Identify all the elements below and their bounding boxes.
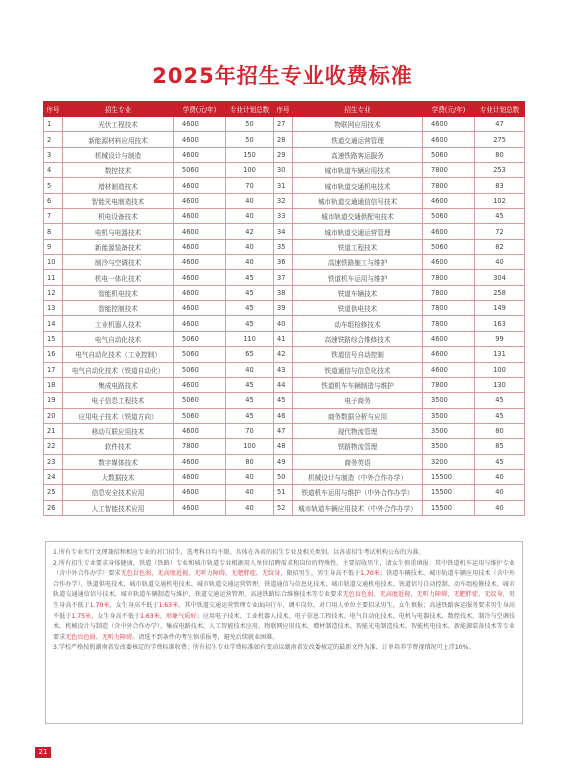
- header-plan: 专业计划总数: [475, 102, 525, 117]
- row-index: 18: [44, 377, 63, 392]
- note-1: 1.所有专业实行文理兼招和相应专业的对口招生，选考科目均不限。具体在各省的招生专业及相关类别，以各省招生考试机构公布的为准。: [53, 549, 425, 556]
- major-name: 软件技术: [63, 439, 174, 454]
- row-index: 2: [44, 132, 63, 147]
- tuition-fee: 5060: [423, 239, 475, 254]
- plan-count: 45: [226, 377, 274, 392]
- row-index: 27: [274, 117, 293, 132]
- major-name: 城市轨道交通运营管理: [293, 224, 423, 239]
- plan-count: 45: [226, 270, 274, 285]
- tuition-fee: 3500: [423, 439, 475, 454]
- tuition-fee: 7800: [423, 301, 475, 316]
- row-index: 24: [44, 469, 63, 484]
- plan-count: 70: [226, 178, 274, 193]
- row-index: 38: [274, 285, 293, 300]
- table-row: [44, 117, 525, 132]
- row-index: 23: [44, 454, 63, 469]
- major-name: 城市轨道交通供配电技术: [293, 209, 423, 224]
- header-index: 序号: [274, 102, 293, 117]
- table-row: [44, 178, 525, 193]
- table-row: [44, 408, 525, 423]
- major-name: 新能源装备技术: [63, 239, 174, 254]
- table-row: [44, 316, 525, 331]
- row-index: 45: [274, 393, 293, 408]
- page-title: 2025年招生专业收费标准: [152, 64, 413, 88]
- table-row: [44, 362, 525, 377]
- table-row: [44, 331, 525, 346]
- plan-count: 45: [226, 316, 274, 331]
- plan-count: 45: [475, 408, 525, 423]
- tuition-fee: 15500: [423, 469, 475, 484]
- plan-count: 80: [475, 147, 525, 162]
- row-index: 30: [274, 163, 293, 178]
- tuition-fee: 4600: [423, 362, 475, 377]
- row-index: 8: [44, 224, 63, 239]
- row-index: 21: [44, 423, 63, 438]
- row-index: 7: [44, 209, 63, 224]
- tuition-fee: 4600: [174, 239, 226, 254]
- plan-count: 150: [226, 147, 274, 162]
- major-name: 铁道机车运用与维护: [293, 270, 423, 285]
- note-text: ；应用电子技术、工业机器人技术、电子信息工程技术、电气自动化技术、电机与电器技术、数控技术、制冷与空调技术、机械设计与制造（含中外合作办学）、集成电路技术、人工智能技术应用、物联网应用技术、增材制造技术、智能光电制造技术、智能机电技术、新能源装备技术等专业要求: [53, 612, 516, 641]
- major-name: 智能控制技术: [63, 301, 174, 316]
- table-header-row: [44, 102, 525, 117]
- tuition-fee: 4600: [174, 270, 226, 285]
- major-name: 新能源材料应用技术: [63, 132, 174, 147]
- tuition-fee: 5060: [174, 347, 226, 362]
- row-index: 48: [274, 439, 293, 454]
- plan-count: 45: [475, 209, 525, 224]
- table-row: [44, 301, 525, 316]
- major-name: 高速铁路客运服务: [293, 147, 423, 162]
- plan-count: 85: [475, 439, 525, 454]
- major-name: 光伏工程技术: [63, 117, 174, 132]
- table-row: [44, 439, 525, 454]
- major-name: 机械设计与制造（中外合作办学）: [293, 469, 423, 484]
- plan-count: 40: [226, 362, 274, 377]
- major-name: 城市轨道车辆应用技术（中外合作办学）: [293, 500, 423, 515]
- table-row: [44, 132, 525, 147]
- major-name: 人工智能技术应用: [63, 500, 174, 515]
- header-tuition: 学费(元/年): [423, 102, 475, 117]
- tuition-fee: 4600: [423, 132, 475, 147]
- row-index: 28: [274, 132, 293, 147]
- major-name: 现代物流管理: [293, 423, 423, 438]
- plan-count: 45: [475, 393, 525, 408]
- note-text: 。请选不到条件的考生慎重报考，避免后续就业困难。: [132, 633, 279, 641]
- table-row: [44, 209, 525, 224]
- plan-count: 40: [226, 255, 274, 270]
- table-row: [44, 347, 525, 362]
- plan-count: 304: [475, 270, 525, 285]
- row-index: 44: [274, 377, 293, 392]
- row-index: 17: [44, 362, 63, 377]
- major-name: 铁道机车运用与维护（中外合作办学）: [293, 485, 423, 500]
- note-2: [53, 559, 515, 644]
- plan-count: 40: [475, 469, 525, 484]
- tuition-fee: 3200: [423, 454, 475, 469]
- major-name: 电气自动化技术（工业控制）: [63, 347, 174, 362]
- note-text: ，限招男生，男生身高不低于: [280, 570, 361, 578]
- row-index: 35: [274, 239, 293, 254]
- plan-count: 40: [475, 500, 525, 515]
- plan-count: 100: [226, 163, 274, 178]
- tuition-fee: 4600: [423, 347, 475, 362]
- tuition-fee: 3500: [423, 393, 475, 408]
- major-name: 电气自动化技术: [63, 331, 174, 346]
- plan-count: 40: [226, 193, 274, 208]
- tuition-fee: 4600: [174, 178, 226, 193]
- row-index: 15: [44, 331, 63, 346]
- plan-count: 42: [226, 224, 274, 239]
- tuition-fee: 5060: [174, 362, 226, 377]
- note-text: 2.所有招生专业要求身体健康，铁道（铁路）专业和城市轨道专业根据用人单位招聘需求和岗位的特殊性，主要招收男生，请女生慎重填报：其中铁道机车运用与维护专业（含中外合作办学）要求: [53, 559, 515, 578]
- tuition-fee: 7800: [423, 377, 475, 392]
- plan-count: 80: [226, 454, 274, 469]
- tuition-fee: 4600: [174, 301, 226, 316]
- major-name: 信息安全技术应用: [63, 485, 174, 500]
- plan-count: 47: [475, 117, 525, 132]
- row-index: 9: [44, 239, 63, 254]
- major-name: 城市轨道交通通信信号技术: [293, 193, 423, 208]
- plan-count: 70: [226, 423, 274, 438]
- tuition-fee: 4600: [174, 377, 226, 392]
- major-name: 机械设计与制造: [63, 147, 174, 162]
- table-row: [44, 393, 525, 408]
- tuition-fee: 4600: [174, 117, 226, 132]
- row-index: 20: [44, 408, 63, 423]
- header-major: 招生专业: [293, 102, 423, 117]
- tuition-fee: 7800: [423, 178, 475, 193]
- row-index: 12: [44, 285, 63, 300]
- tuition-fee: 4600: [174, 209, 226, 224]
- major-name: 铁道通信与信息化技术: [293, 362, 423, 377]
- row-index: 49: [274, 454, 293, 469]
- note-text: 。其中铁道交通运营管理专业面向行车、调车岗位，对口用人单位主要招录男生，女生慎报；高速铁路客运服务要求男生身高不低于: [53, 601, 516, 620]
- row-index: 4: [44, 163, 63, 178]
- plan-count: 40: [226, 209, 274, 224]
- row-index: 37: [274, 270, 293, 285]
- plan-count: 275: [475, 132, 525, 147]
- table-row: [44, 285, 525, 300]
- major-name: 铁道车辆技术: [293, 285, 423, 300]
- tuition-fee: 4600: [174, 285, 226, 300]
- major-name: 铁道供电技术: [293, 301, 423, 316]
- row-index: 3: [44, 147, 63, 162]
- note-highlight: 无色盲色弱、无高度近视、无听力障碍、无肥胖症、无纹身: [342, 591, 503, 599]
- major-name: 铁道工程技术: [293, 239, 423, 254]
- major-name: 应用电子技术（铁道方向）: [63, 408, 174, 423]
- plan-count: 102: [475, 193, 525, 208]
- tuition-fee: 5060: [423, 209, 475, 224]
- row-index: 51: [274, 485, 293, 500]
- header-index: 序号: [44, 102, 63, 117]
- tuition-fee: 4600: [423, 193, 475, 208]
- tuition-fee: 4600: [423, 331, 475, 346]
- row-index: 32: [274, 193, 293, 208]
- tuition-fee: 15500: [423, 485, 475, 500]
- plan-count: 50: [226, 117, 274, 132]
- plan-count: 99: [475, 331, 525, 346]
- row-index: 13: [44, 301, 63, 316]
- table-row: [44, 147, 525, 162]
- plan-count: 65: [226, 347, 274, 362]
- header-major: 招生专业: [63, 102, 174, 117]
- plan-count: 149: [475, 301, 525, 316]
- tuition-fee: 4600: [174, 485, 226, 500]
- table-row: [44, 500, 525, 515]
- plan-count: 100: [475, 362, 525, 377]
- tuition-fee: 7800: [423, 316, 475, 331]
- plan-count: 40: [226, 485, 274, 500]
- major-name: 机电一体化技术: [63, 270, 174, 285]
- tuition-fee: 7800: [423, 270, 475, 285]
- row-index: 6: [44, 193, 63, 208]
- row-index: 31: [274, 178, 293, 193]
- row-index: 19: [44, 393, 63, 408]
- tuition-fee: 5060: [174, 393, 226, 408]
- table-row: [44, 377, 525, 392]
- tuition-fee: 7800: [423, 285, 475, 300]
- row-index: 26: [44, 500, 63, 515]
- row-index: 42: [274, 347, 293, 362]
- page-number: 21: [35, 747, 51, 758]
- tuition-fee: 4600: [423, 117, 475, 132]
- tuition-fee: 4600: [174, 224, 226, 239]
- note-highlight: 形象气质好: [165, 612, 197, 620]
- note-highlight: 1.75米: [71, 612, 92, 620]
- tuition-fee: 4600: [174, 454, 226, 469]
- major-name: 大数据技术: [63, 469, 174, 484]
- tuition-fee: 4600: [174, 193, 226, 208]
- major-name: 高速铁路综合维修技术: [293, 331, 423, 346]
- major-name: 物联网应用技术: [293, 117, 423, 132]
- plan-count: 40: [226, 469, 274, 484]
- plan-count: 45: [226, 285, 274, 300]
- note-text: ；铁道车辆技术、城市轨道车辆应用技术（含中外合作办学）、铁道供电技术、城市轨道交通机电技术、城市轨道交通运营管理、铁道通信与信息化技术、城市轨道交通机电技术、铁道信号自动控制、动车组检修技术、城市轨道交通通信信号技术、城市轨道车辆制造与维护、铁道交通运营管理、高速铁路综合维修技术等专业要求: [53, 570, 516, 599]
- row-index: 16: [44, 347, 63, 362]
- table-row: [44, 270, 525, 285]
- table-row: [44, 239, 525, 254]
- tuition-fee: 15500: [423, 500, 475, 515]
- major-name: 机电设备技术: [63, 209, 174, 224]
- row-index: 29: [274, 147, 293, 162]
- tuition-fee: 4600: [174, 147, 226, 162]
- tuition-fee: 5060: [423, 147, 475, 162]
- row-index: 34: [274, 224, 293, 239]
- major-name: 动车组检修技术: [293, 316, 423, 331]
- tuition-fee: 5060: [174, 331, 226, 346]
- major-name: 高速铁路施工与维护: [293, 255, 423, 270]
- major-name: 电机与电器技术: [63, 224, 174, 239]
- plan-count: 45: [226, 408, 274, 423]
- plan-count: 72: [475, 224, 525, 239]
- tuition-fee: 4600: [423, 224, 475, 239]
- note-text: ，女生身高不低于: [91, 612, 141, 620]
- plan-count: 45: [475, 454, 525, 469]
- row-index: 41: [274, 331, 293, 346]
- plan-count: 130: [475, 377, 525, 392]
- major-name: 数字媒体技术: [63, 454, 174, 469]
- plan-count: 40: [226, 239, 274, 254]
- tuition-fee: 3500: [423, 423, 475, 438]
- row-index: 25: [44, 485, 63, 500]
- note-text: ，女生身高不低于: [109, 601, 159, 609]
- plan-count: 163: [475, 316, 525, 331]
- table-row: [44, 485, 525, 500]
- row-index: 50: [274, 469, 293, 484]
- row-index: 11: [44, 270, 63, 285]
- tuition-fee: 4600: [174, 500, 226, 515]
- plan-count: 110: [226, 331, 274, 346]
- row-index: 22: [44, 439, 63, 454]
- tuition-fee: 5060: [174, 163, 226, 178]
- major-name: 商务英语: [293, 454, 423, 469]
- row-index: 47: [274, 423, 293, 438]
- plan-count: 131: [475, 347, 525, 362]
- major-name: 电气自动化技术（铁道自动化）: [63, 362, 174, 377]
- major-name: 智能机电技术: [63, 285, 174, 300]
- tuition-fee: 3500: [423, 408, 475, 423]
- plan-count: 258: [475, 285, 525, 300]
- row-index: 43: [274, 362, 293, 377]
- note-3: 3.学校严格按照湖南省发改委核定的学费标准收费；所有招生专业学费标准如有变动以湖南省发改委核定的最新文件为准。订单培养学费视情况可上浮10%。: [53, 644, 475, 652]
- note-text: ，: [159, 612, 166, 620]
- plan-count: 50: [226, 132, 274, 147]
- row-index: 39: [274, 301, 293, 316]
- major-name: 铁路物流管理: [293, 439, 423, 454]
- plan-count: 80: [475, 423, 525, 438]
- major-name: 铁道机车车辆制造与维护: [293, 377, 423, 392]
- major-name: 城市轨道交通机电技术: [293, 178, 423, 193]
- major-name: 电子商务: [293, 393, 423, 408]
- plan-count: 82: [475, 239, 525, 254]
- row-index: 52: [274, 500, 293, 515]
- note-highlight: 1.63米: [140, 612, 160, 620]
- note-highlight: 1.70米: [360, 570, 380, 578]
- note-highlight: 1.63米: [158, 601, 179, 609]
- table-row: [44, 423, 525, 438]
- row-index: 40: [274, 316, 293, 331]
- tuition-fee: 4600: [174, 469, 226, 484]
- row-index: 46: [274, 408, 293, 423]
- major-name: 电子信息工程技术: [63, 393, 174, 408]
- table-row: [44, 193, 525, 208]
- major-name: 数控技术: [63, 163, 174, 178]
- plan-count: 40: [475, 485, 525, 500]
- tuition-fee: 4600: [174, 255, 226, 270]
- note-text: ，男生身高不低于: [53, 591, 516, 609]
- plan-count: 253: [475, 163, 525, 178]
- major-name: 工业机器人技术: [63, 316, 174, 331]
- table-row: [44, 224, 525, 239]
- row-index: 1: [44, 117, 63, 132]
- row-index: 14: [44, 316, 63, 331]
- plan-count: 40: [475, 255, 525, 270]
- plan-count: 45: [226, 301, 274, 316]
- notes-box: [45, 541, 523, 724]
- note-highlight: 无色盲色弱、无听力障碍: [65, 633, 133, 641]
- major-name: 集成电路技术: [63, 377, 174, 392]
- tuition-fee: 7800: [174, 439, 226, 454]
- row-index: 33: [274, 209, 293, 224]
- major-name: 铁道信号自动控制: [293, 347, 423, 362]
- plan-count: 40: [226, 500, 274, 515]
- header-plan: 专业计划总数: [226, 102, 274, 117]
- table-row: [44, 454, 525, 469]
- tuition-fee: 4600: [423, 255, 475, 270]
- plan-count: 83: [475, 178, 525, 193]
- tuition-fee: 4600: [174, 423, 226, 438]
- row-index: 5: [44, 178, 63, 193]
- plan-count: 100: [226, 439, 274, 454]
- table-row: [44, 469, 525, 484]
- major-name: 铁道交通运营管理: [293, 132, 423, 147]
- fee-table: [43, 101, 525, 516]
- note-highlight: 无色盲色弱、无高度近视、无听力障碍、无肥胖症、无纹身: [120, 570, 281, 578]
- tuition-fee: 7800: [423, 163, 475, 178]
- major-name: 移动互联应用技术: [63, 423, 174, 438]
- major-name: 城市轨道车辆应用技术: [293, 163, 423, 178]
- major-name: 智能光电制造技术: [63, 193, 174, 208]
- table-row: [44, 163, 525, 178]
- header-tuition: 学费(元/年): [174, 102, 226, 117]
- tuition-fee: 5060: [174, 408, 226, 423]
- row-index: 10: [44, 255, 63, 270]
- major-name: 商务数据分析与应用: [293, 408, 423, 423]
- tuition-fee: 4600: [174, 316, 226, 331]
- major-name: 增材制造技术: [63, 178, 174, 193]
- major-name: 制冷与空调技术: [63, 255, 174, 270]
- row-index: 36: [274, 255, 293, 270]
- plan-count: 45: [226, 393, 274, 408]
- table-row: [44, 255, 525, 270]
- tuition-fee: 4600: [174, 132, 226, 147]
- note-highlight: 1.70米: [89, 601, 110, 609]
